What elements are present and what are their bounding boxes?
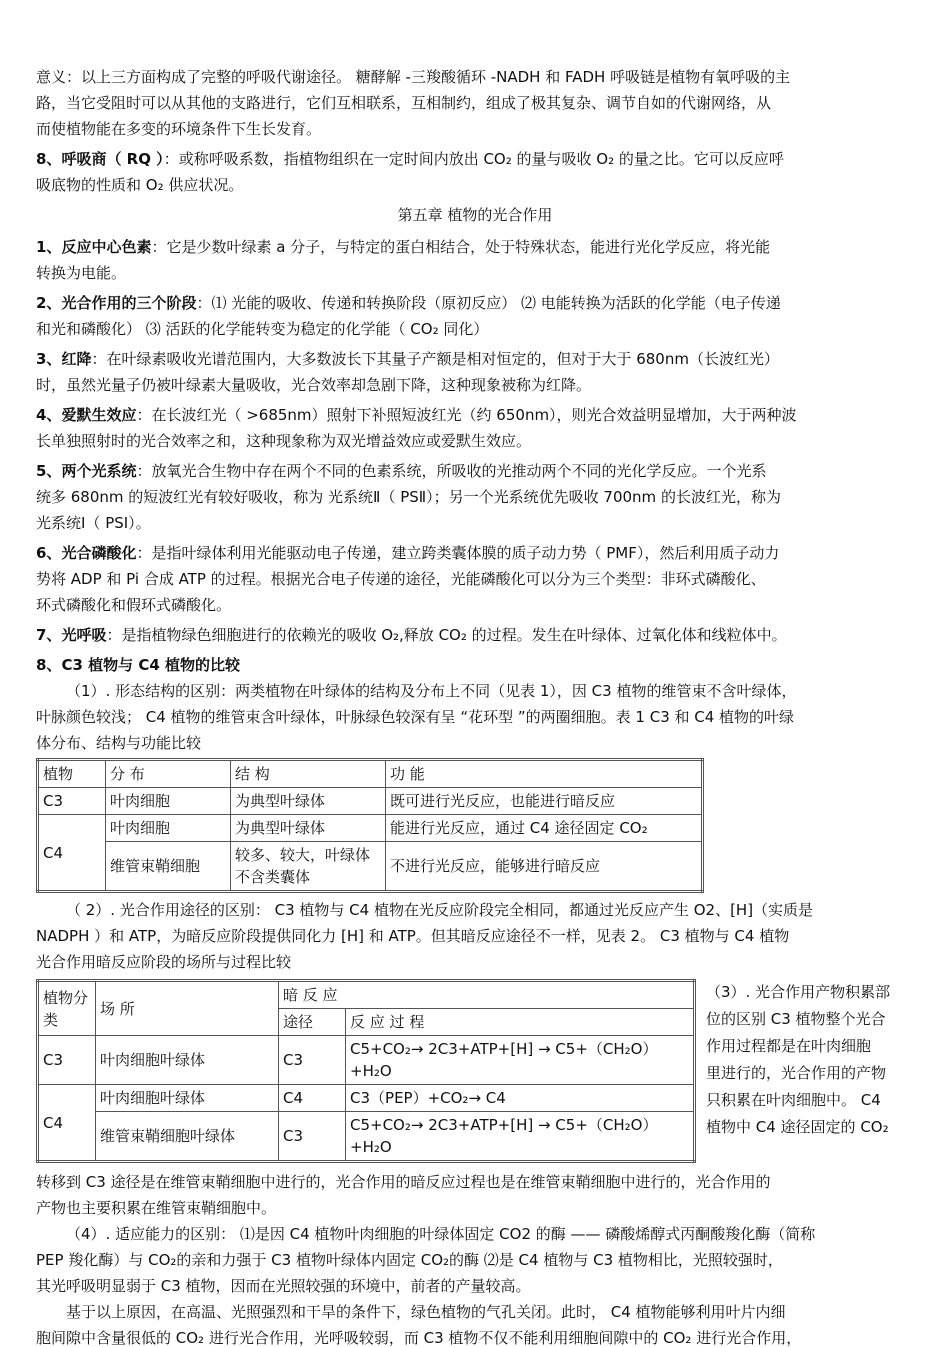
definition-item-2 <box>36 290 914 342</box>
item-term: 爱默生效应 <box>61 406 137 424</box>
definition-item-1 <box>36 234 914 286</box>
item-number: 3、 <box>36 350 62 368</box>
table-header-cell: 功 能 <box>386 760 703 788</box>
definition-item-3 <box>36 346 914 398</box>
table-2-block <box>36 979 914 1163</box>
section-line: 转移到 C3 途径是在维管束鞘细胞中进行的，光合作用的暗反应过程也是在维管束鞘细胞中进行的，光合作用的 <box>36 1173 771 1191</box>
table-cell: C3 <box>279 1036 346 1085</box>
table-row <box>38 1036 695 1085</box>
item-text: 和光和磷酸化） ⑶ 活跃的化学能转变为稳定的化学能（ CO₂ 同化） <box>36 320 489 338</box>
item-number: 1、 <box>36 238 62 256</box>
section-2-pathway <box>36 897 914 975</box>
item-term: C3 植物与 C4 植物的比较 <box>61 656 240 674</box>
item-text: 势将 ADP 和 Pi 合成 ATP 的过程。根据光合电子传递的途径，光能磷酸化可以分为三个类型：非环式磷酸化、 <box>36 570 766 588</box>
table-header-row <box>38 760 703 788</box>
item-term: 两个光系统 <box>61 462 137 480</box>
item-term: 呼吸商（ RQ ） <box>61 150 164 168</box>
table-cell: 为典型叶绿体 <box>231 788 386 815</box>
section-line: PEP 羧化酶）与 CO₂的亲和力强于 C3 植物叶绿体内固定 CO₂的酶 ⑵是 C4 植物与 C3 植物相比，光照较强时， <box>36 1251 783 1269</box>
table-row <box>38 842 703 892</box>
section-1-morphology <box>36 678 914 756</box>
section-line: 位的区别 C3 植物整个光合 <box>706 1010 886 1028</box>
table-header-row <box>38 981 695 1009</box>
item-text: ：在长波红光（ >685nm）照射下补照短波红光（约 650nm），则光合效益明显增加，大于两种波 <box>136 406 797 424</box>
table-header-cell: 途径 <box>279 1009 346 1036</box>
table-header-cell: 场 所 <box>96 981 279 1036</box>
table-row <box>38 1085 695 1112</box>
table-cell: 叶肉细胞 <box>106 815 231 842</box>
table-cell: C4 <box>38 815 106 892</box>
section-line: 光合作用暗反应阶段的场所与过程比较 <box>36 953 292 971</box>
table-header-cell: 反 应 过 程 <box>346 1009 695 1036</box>
section-3-continued <box>36 1169 914 1221</box>
item-term: 光合磷酸化 <box>61 544 137 562</box>
item-number: 8、 <box>36 656 62 674</box>
table-1-chloroplast-comparison <box>36 758 704 893</box>
item-text: 统多 680nm 的短波红光有较好吸收，称为 光系统Ⅱ（ PSⅡ）；另一个光系统优先吸收 700nm 的长波红光，称为 <box>36 488 781 506</box>
section-line: 只积累在叶肉细胞中。 C4 <box>706 1091 881 1109</box>
section-line: 体分布、结构与功能比较 <box>36 734 202 752</box>
intro-line: 而使植物能在多变的环境条件下生长发育。 <box>36 120 322 138</box>
section-line: 其光呼吸明显弱于 C3 植物，因而在光照较强的环境中，前者的产量较高。 <box>36 1277 531 1295</box>
table-cell: C4 <box>38 1085 96 1162</box>
table-row <box>38 1112 695 1162</box>
table-cell: C4 <box>279 1085 346 1112</box>
table-cell: 既可进行光反应，也能进行暗反应 <box>386 788 703 815</box>
item-text: 吸底物的性质和 O₂ 供应状况。 <box>36 176 244 194</box>
section-3-sidebar <box>706 979 908 1141</box>
table-cell: 较多、较大，叶绿体不含类囊体 <box>231 842 386 892</box>
table-cell: 不进行光反应，能够进行暗反应 <box>386 842 703 892</box>
table-cell: 叶肉细胞叶绿体 <box>96 1036 279 1085</box>
item-text: 长单独照射时的光合效率之和，这种现象称为双光增益效应或爱默生效应。 <box>36 432 532 450</box>
item-term: 光合作用的三个阶段 <box>61 294 197 312</box>
table-cell: 叶肉细胞 <box>106 788 231 815</box>
item-text: ：或称呼吸系数，指植物组织在一定时间内放出 CO₂ 的量与吸收 O₂ 的量之比。它可以反应呼 <box>163 150 784 168</box>
table-cell: 为典型叶绿体 <box>231 815 386 842</box>
section-line: 里进行的，光合作用的产物 <box>706 1064 887 1082</box>
item-term: 反应中心色素 <box>61 238 152 256</box>
item-text: 光系统Ⅰ（ PSⅠ）。 <box>36 514 151 532</box>
table-cell: C3（PEP）+CO₂→ C4 <box>346 1085 695 1112</box>
intro-paragraph <box>36 64 914 142</box>
item-text: ：在叶绿素吸收光谱范围内，大多数波长下其量子产额是相对恒定的，但对于大于 680nm（长波红光） <box>91 350 779 368</box>
section-line: 作用过程都是在叶肉细胞 <box>706 1037 872 1055</box>
item-text: ：放氧光合生物中存在两个不同的色素系统，所吸收的光推动两个不同的光化学反应。一个光系 <box>136 462 767 480</box>
item-text: ：⑴ 光能的吸收、传递和转换阶段（原初反应） ⑵ 电能转换为活跃的化学能（电子传递 <box>196 294 781 312</box>
intro-line: 意义：以上三方面构成了完整的呼吸代谢途径。 糖酵解 -三羧酸循环 -NADH 和 FADH 呼吸链是植物有氧呼吸的主 <box>36 68 791 86</box>
intro-line: 路，当它受阻时可以从其他的支路进行，它们互相联系，互相制约，组成了极其复杂、调节自如的代谢网络，从 <box>36 94 772 112</box>
table-header-cell: 植物 <box>38 760 106 788</box>
table-cell: C5+CO₂→ 2C3+ATP+[H] → C5+（CH₂O）+H₂O <box>346 1036 695 1085</box>
section-line: （ 2）. 光合作用途径的区别： C3 植物与 C4 植物在光反应阶段完全相同，都通过光反应产生 O2、[H]（实质是 <box>66 901 814 919</box>
section-line: 基于以上原因，在高温、光照强烈和干旱的条件下，绿色植物的气孔关闭。此时， C4 植物能够利用叶片内细 <box>66 1303 786 1321</box>
table-header-cell: 分 布 <box>106 760 231 788</box>
definition-item-4 <box>36 402 914 454</box>
table-header-cell: 植物分类 <box>38 981 96 1036</box>
table-cell: 能进行光反应，通过 C4 途径固定 CO₂ <box>386 815 703 842</box>
item-text: 转换为电能。 <box>36 264 127 282</box>
definition-item-5 <box>36 458 914 536</box>
item-number: 5、 <box>36 462 62 480</box>
item-text: ：是指植物绿色细胞进行的依赖光的吸收 O₂,释放 CO₂ 的过程。发生在叶绿体、过氧化体和线粒体中。 <box>106 626 787 644</box>
item-text: 环式磷酸化和假环式磷酸化。 <box>36 596 232 614</box>
table-cell: C3 <box>279 1112 346 1162</box>
section-line: 胞间隙中含量很低的 CO₂ 进行光合作用，光呼吸较弱，而 C3 植物不仅不能利用细胞间隙中的 CO₂ 进行光合作用， <box>36 1329 802 1347</box>
conclusion-paragraph <box>36 1299 914 1347</box>
table-2-dark-reaction-comparison <box>36 979 696 1163</box>
section-line: 叶脉颜色较浅； C4 植物的维管束含叶绿体，叶脉绿色较深有呈 “花环型 ”的两圈细胞。表 1 C3 和 C4 植物的叶绿 <box>36 708 795 726</box>
item-text: ：是指叶绿体利用光能驱动电子传递，建立跨类囊体膜的质子动力势（ PMF），然后利用质子动力 <box>136 544 780 562</box>
rq-definition <box>36 146 914 198</box>
item-term: 红降 <box>61 350 92 368</box>
section-line: （4）. 适应能力的区别： ⑴是因 C4 植物叶肉细胞的叶绿体固定 CO2 的酶 —— 磷酸烯醇式丙酮酸羧化酶（简称 <box>66 1225 816 1243</box>
item-number: 2、 <box>36 294 62 312</box>
item-text: 时，虽然光量子仍被叶绿素大量吸收，光合效率却急剧下降，这种现象被称为红降。 <box>36 376 592 394</box>
table-row <box>38 788 703 815</box>
table-header-cell: 结 构 <box>231 760 386 788</box>
table-cell: 维管束鞘细胞叶绿体 <box>96 1112 279 1162</box>
definition-item-7 <box>36 622 914 648</box>
item-text: ：它是少数叶绿素 a 分子，与特定的蛋白相结合，处于特殊状态，能进行光化学反应，将光能 <box>151 238 771 256</box>
section-line: 植物中 C4 途径固定的 CO₂ <box>706 1118 889 1136</box>
table-row <box>38 815 703 842</box>
table-cell: 维管束鞘细胞 <box>106 842 231 892</box>
section-4-adaptation <box>36 1221 914 1299</box>
chapter-title: 第五章 植物的光合作用 <box>397 206 553 224</box>
item-number: 7、 <box>36 626 62 644</box>
table-cell: C3 <box>38 1036 96 1085</box>
item-number: 8、 <box>36 150 62 168</box>
section-line: 产物也主要积累在维管束鞘细胞中。 <box>36 1199 277 1217</box>
table-cell: C3 <box>38 788 106 815</box>
item-number: 4、 <box>36 406 62 424</box>
item-term: 光呼吸 <box>61 626 107 644</box>
table-cell: 叶肉细胞叶绿体 <box>96 1085 279 1112</box>
item-number: 6、 <box>36 544 62 562</box>
table-cell: C5+CO₂→ 2C3+ATP+[H] → C5+（CH₂O）+H₂O <box>346 1112 695 1162</box>
section-line: （1）. 形态结构的区别：两类植物在叶绿体的结构及分布上不同（见表 1），因 C3 植物的维管束不含叶绿体， <box>66 682 797 700</box>
definition-item-6 <box>36 540 914 618</box>
section-line: （3）. 光合作用产物积累部 <box>706 983 891 1001</box>
section-line: NADPH ）和 ATP，为暗反应阶段提供同化力 [H] 和 ATP。但其暗反应途径不一样，见表 2。 C3 植物与 C4 植物 <box>36 927 790 945</box>
section-heading-c3-c4 <box>36 652 914 678</box>
document-page <box>36 64 914 1347</box>
table-header-cell: 暗 反 应 <box>279 981 695 1009</box>
